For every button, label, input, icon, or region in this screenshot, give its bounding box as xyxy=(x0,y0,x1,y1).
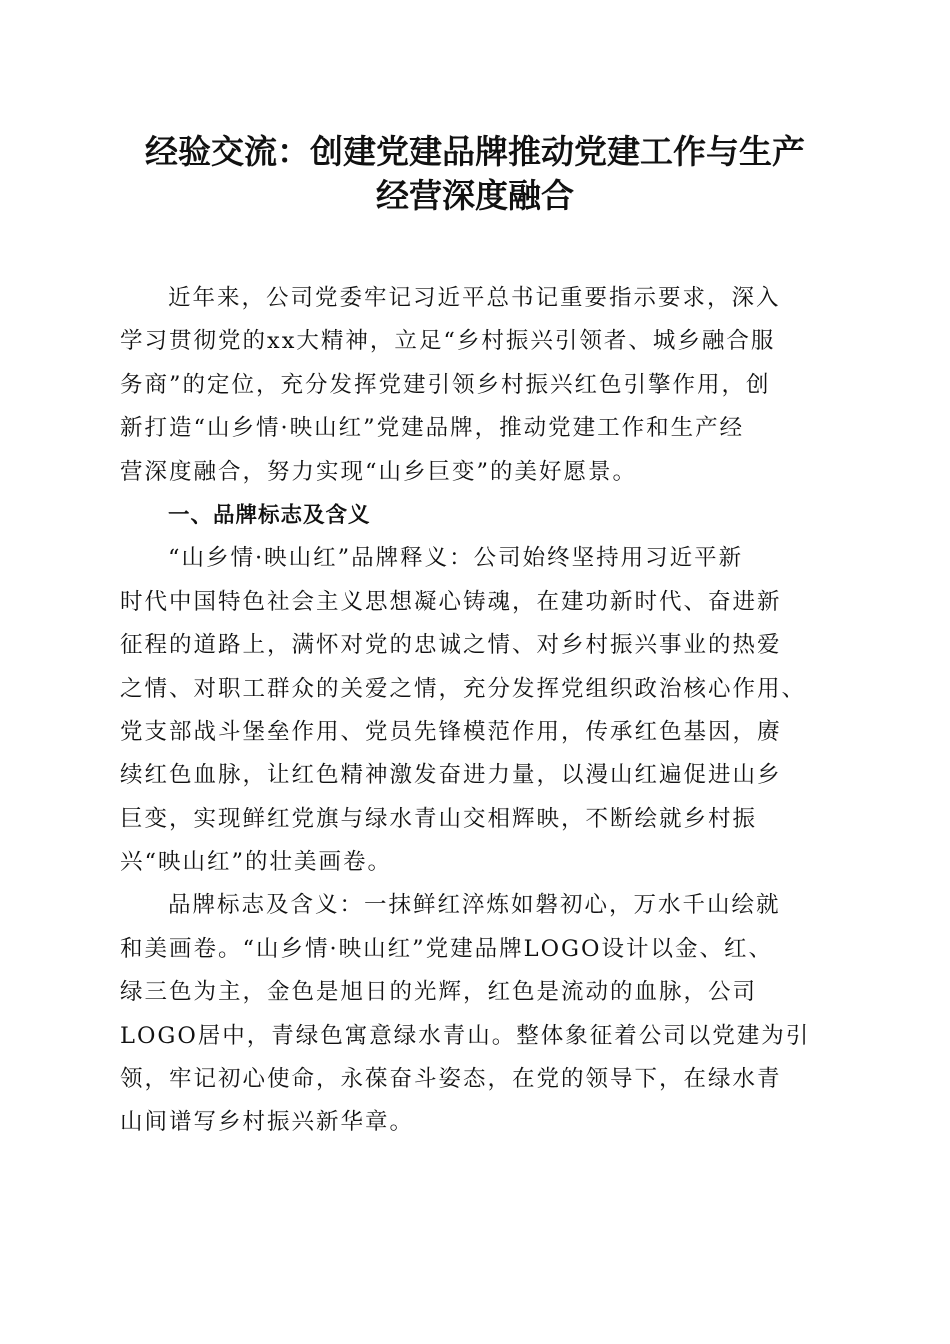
paragraph-line: 续红色血脉，让红色精神激发奋进力量，以漫山红遍促进山乡 xyxy=(120,762,782,789)
paragraph-line: 学习贯彻党的xx大精神，立足“乡村振兴引领者、城乡融合服 xyxy=(120,328,776,355)
paragraph-line: 领，牢记初心使命，永葆奋斗姿态，在党的领导下，在绿水青 xyxy=(120,1066,782,1093)
paragraph-line: 山间谱写乡村振兴新华章。 xyxy=(120,1109,415,1136)
paragraph-line: 巨变，实现鲜红党旗与绿水青山交相辉映，不断绘就乡村振 xyxy=(120,805,758,832)
section-heading: 一、品牌标志及含义 xyxy=(168,502,371,528)
title-line: 经验交流：创建党建品牌推动党建工作与生产 xyxy=(145,132,805,171)
paragraph-intro xyxy=(120,277,830,494)
paragraph-line: 务商”的定位，充分发挥党建引领乡村振兴红色引擎作用，创 xyxy=(120,371,771,398)
paragraph-line: 近年来，公司党委牢记习近平总书记重要指示要求，深入 xyxy=(168,285,781,311)
paragraph-line: 党支部战斗堡垒作用、党员先锋模范作用，传承红色基因，赓 xyxy=(120,718,782,745)
document-title xyxy=(100,130,850,218)
paragraph-line: 绿三色为主，金色是旭日的光辉，红色是流动的血脉，公司 xyxy=(120,979,758,1006)
paragraph-line: 时代中国特色社会主义思想凝心铸魂，在建功新时代、奋进新 xyxy=(120,588,782,615)
paragraph-line: 征程的道路上，满怀对党的忠诚之情、对乡村振兴事业的热爱 xyxy=(120,632,782,659)
paragraph-brand-definition xyxy=(120,537,830,884)
paragraph-line: 之情、对职工群众的关爱之情，充分发挥党组织政治核心作用、 xyxy=(120,675,807,702)
title-line: 经营深度融合 xyxy=(376,176,574,215)
paragraph-line: LOGO居中，青绿色寓意绿水青山。整体象征着公司以党建为引 xyxy=(120,1022,811,1049)
paragraph-line: 营深度融合，努力实现“山乡巨变”的美好愿景。 xyxy=(120,458,638,485)
paragraph-line: “山乡情·映山红”品牌释义：公司始终坚持用习近平新 xyxy=(168,545,744,572)
paragraph-line: 兴“映山红”的壮美画卷。 xyxy=(120,849,393,876)
paragraph-line: 品牌标志及含义：一抹鲜红淬炼如磐初心，万水千山绘就 xyxy=(168,892,781,919)
paragraph-line: 新打造“山乡情·映山红”党建品牌，推动党建工作和生产经 xyxy=(120,415,745,442)
document-body xyxy=(120,277,830,1145)
paragraph-line: 和美画卷。“山乡情·映山红”党建品牌LOGO设计以金、红、 xyxy=(120,935,773,962)
paragraph-brand-logo xyxy=(120,884,830,1144)
